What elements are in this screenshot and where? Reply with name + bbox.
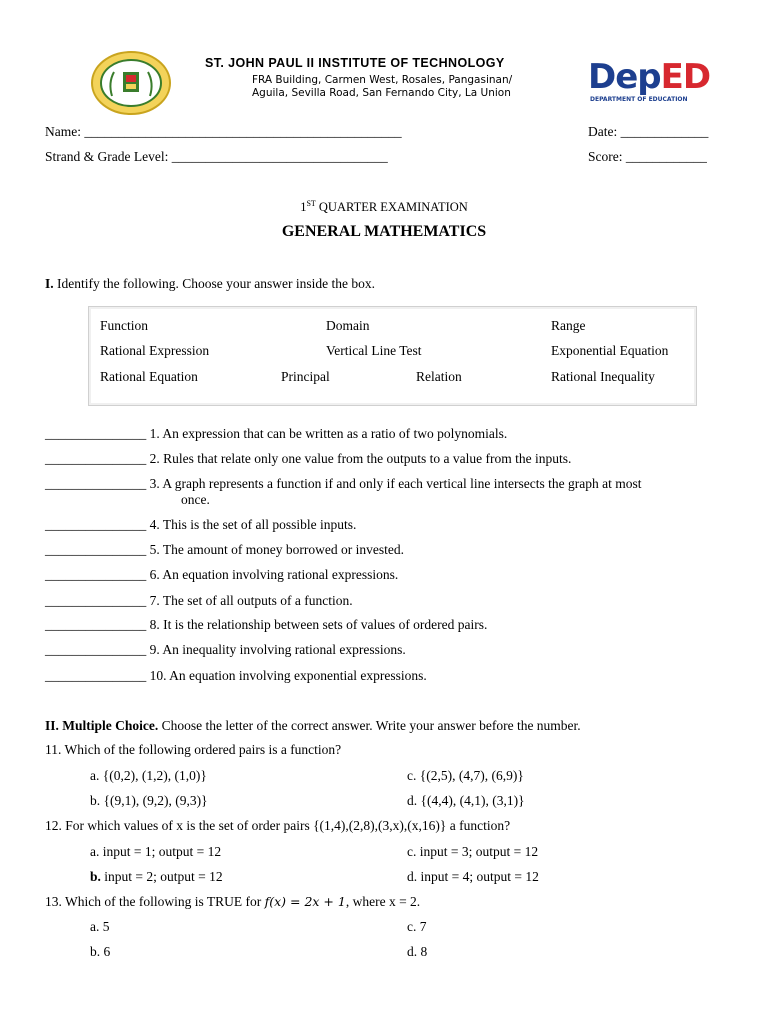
answer-blank[interactable]: _______________ [45,426,147,441]
identify-item: _______________ 6. An equation involving rational expressions. [45,567,399,582]
q11-option-a: a. {(0,2), (1,2), (1,0)} [90,768,207,783]
answer-blank[interactable]: _______________ [45,642,147,657]
identify-item: _______________ 8. It is the relationship between sets of values of ordered pairs. [45,617,488,632]
choice-relation: Relation [416,369,462,384]
q11-option-d: d. {(4,4), (4,1), (3,1)} [407,793,525,808]
q13-option-a: a. 5 [90,919,110,934]
identify-item: _______________ 5. The amount of money borrowed or invested. [45,542,404,557]
identify-item: _______________ 7. The set of all outputs of a function. [45,593,353,608]
score-field[interactable]: Score: ____________ [588,149,707,164]
choice-rational-equation: Rational Equation [100,369,198,384]
identify-item: _______________ 1. An expression that can be written as a ratio of two polynomials. [45,426,508,441]
answer-blank[interactable]: _______________ [45,668,147,683]
identify-item: _______________ 9. An inequality involving rational expressions. [45,642,406,657]
school-address-line-2: Aguila, Sevilla Road, San Fernando City, La Union [252,87,511,99]
exam-quarter-title: 1ST QUARTER EXAMINATION [300,199,468,215]
q11-option-c: c. {(2,5), (4,7), (6,9)} [407,768,524,783]
deped-caption: DEPARTMENT OF EDUCATION [590,96,688,103]
identify-item: _______________ 10. An equation involving exponential expressions. [45,668,427,683]
identify-item: _______________ 4. This is the set of all possible inputs. [45,517,357,532]
identify-item: _______________ 3. A graph represents a function if and only if each vertical line intersects the graph at most [45,476,642,491]
school-address-line-1: FRA Building, Carmen West, Rosales, Pangasinan/ [252,74,513,86]
q11-option-b: b. {(9,1), (9,2), (9,3)} [90,793,208,808]
q12-option-c: c. input = 3; output = 12 [407,844,539,859]
q12-option-b: b. input = 2; output = 12 [90,869,223,884]
answer-blank[interactable]: _______________ [45,593,147,608]
strand-grade-field[interactable]: Strand & Grade Level: ________________________________ [45,149,388,164]
choice-domain: Domain [326,318,370,333]
part1-instruction: I. Identify the following. Choose your answer inside the box. [45,276,375,291]
q13-function-expression: f(x) = 2x + 1 [264,894,346,909]
choice-function: Function [100,318,149,333]
identify-item-3-continuation: once. [181,492,210,507]
date-field[interactable]: Date: _____________ [588,124,709,139]
answer-blank[interactable]: _______________ [45,517,147,532]
q13-option-c: c. 7 [407,919,427,934]
answer-blank[interactable]: _______________ [45,617,147,632]
question-12: 12. For which values of x is the set of order pairs {(1,4),(2,8),(3,x),(x,16)} a function? [45,818,511,833]
answer-blank[interactable]: _______________ [45,476,147,491]
q12-option-d: d. input = 4; output = 12 [407,869,539,884]
choice-range: Range [551,318,586,333]
choice-rational-expression: Rational Expression [100,343,210,358]
q13-option-d: d. 8 [407,944,428,959]
choice-principal: Principal [281,369,330,384]
school-name: ST. JOHN PAUL II INSTITUTE OF TECHNOLOGY [205,56,505,70]
choice-rational-inequality: Rational Inequality [551,369,655,384]
choice-exponential-equation: Exponential Equation [551,343,669,358]
q13-option-b: b. 6 [90,944,111,959]
name-field[interactable]: Name: _______________________________________________ [45,124,402,139]
identify-item: _______________ 2. Rules that relate only one value from the outputs to a value from the inputs. [45,451,572,466]
question-11: 11. Which of the following ordered pairs is a function? [45,742,342,757]
answer-blank[interactable]: _______________ [45,567,147,582]
answer-blank[interactable]: _______________ [45,451,147,466]
choice-vertical-line-test: Vertical Line Test [326,343,422,358]
school-seal-logo [90,50,172,116]
question-13: 13. Which of the following is TRUE for f(x) = 2x + 1, where x = 2. [45,894,421,909]
deped-logo: DepED DEPARTMENT OF EDUCATION [588,57,711,103]
subject-title: GENERAL MATHEMATICS [281,223,487,240]
answer-blank[interactable]: _______________ [45,542,147,557]
part2-instruction: II. Multiple Choice. Choose the letter of the correct answer. Write your answer before the number. [45,718,581,733]
q12-option-a: a. input = 1; output = 12 [90,844,222,859]
